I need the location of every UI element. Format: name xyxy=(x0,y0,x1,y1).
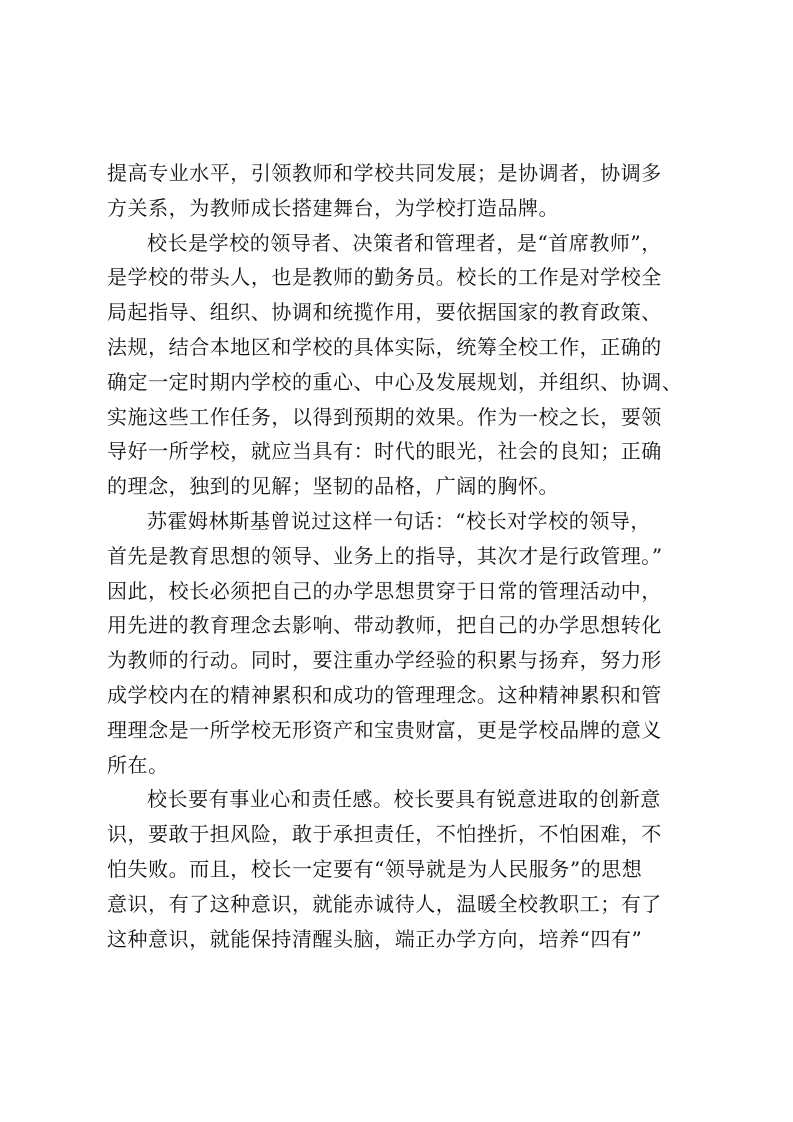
paragraph-1 xyxy=(107,156,687,226)
paragraph-4 xyxy=(107,782,687,956)
text-line: 局起指导、组织、协调和统揽作用，要依据国家的教育政策、 xyxy=(107,300,662,325)
text-line: 校长是学校的领导者、决策者和管理者，是“首席教师”， xyxy=(147,230,662,255)
text-line: 成学校内在的精神累积和成功的管理理念。这种精神累积和管 xyxy=(107,682,662,707)
text-line: 是学校的带头人，也是教师的勤务员。校长的工作是对学校全 xyxy=(107,265,662,290)
text-line: 这种意识，就能保持清醒头脑，端正办学方向，培养“四有” xyxy=(107,926,643,951)
text-line: 识，要敢于担风险，敢于承担责任，不怕挫折，不怕困难，不 xyxy=(107,822,662,847)
text-line: 校长要有事业心和责任感。校长要具有锐意进取的创新意 xyxy=(147,787,661,812)
text-line: 苏霍姆林斯基曾说过这样一句话：“校长对学校的领导， xyxy=(147,508,651,533)
text-line: 的理念，独到的见解；坚韧的品格，广阔的胸怀。 xyxy=(107,474,560,499)
text-line: 理理念是一所学校无形资产和宝贵财富，更是学校品牌的意义 xyxy=(107,717,662,742)
text-line: 怕失败。而且，校长一定要有“领导就是为人民服务”的思想 xyxy=(107,856,643,881)
text-line: 首先是教育思想的领导、业务上的指导，其次才是行政管理。” xyxy=(107,543,663,568)
text-line: 实施这些工作任务，以得到预期的效果。作为一校之长，要领 xyxy=(107,404,662,429)
text-line: 确定一定时期内学校的重心、中心及发展规划，并组织、协调、 xyxy=(107,369,683,394)
text-line: 方关系，为教师成长搭建舞台，为学校打造品牌。 xyxy=(107,195,560,220)
paragraph-2 xyxy=(107,226,687,504)
text-line: 因此，校长必须把自己的办学思想贯穿于日常的管理活动中， xyxy=(107,578,662,603)
text-line: 导好一所学校，就应当具有：时代的眼光，社会的良知；正确 xyxy=(107,439,662,464)
text-line: 意识，有了这种意识，就能赤诚待人，温暖全校教职工；有了 xyxy=(107,891,662,916)
text-line: 所在。 xyxy=(107,752,169,777)
text-line: 为教师的行动。同时，要注重办学经验的积累与扬弃，努力形 xyxy=(107,648,662,673)
text-line: 用先进的教育理念去影响、带动教师，把自己的办学思想转化 xyxy=(107,613,662,638)
document-body xyxy=(107,156,687,956)
text-line: 法规，结合本地区和学校的具体实际，统筹全校工作，正确的 xyxy=(107,334,662,359)
text-line: 提高专业水平，引领教师和学校共同发展；是协调者，协调多 xyxy=(107,161,662,185)
paragraph-3 xyxy=(107,504,687,782)
